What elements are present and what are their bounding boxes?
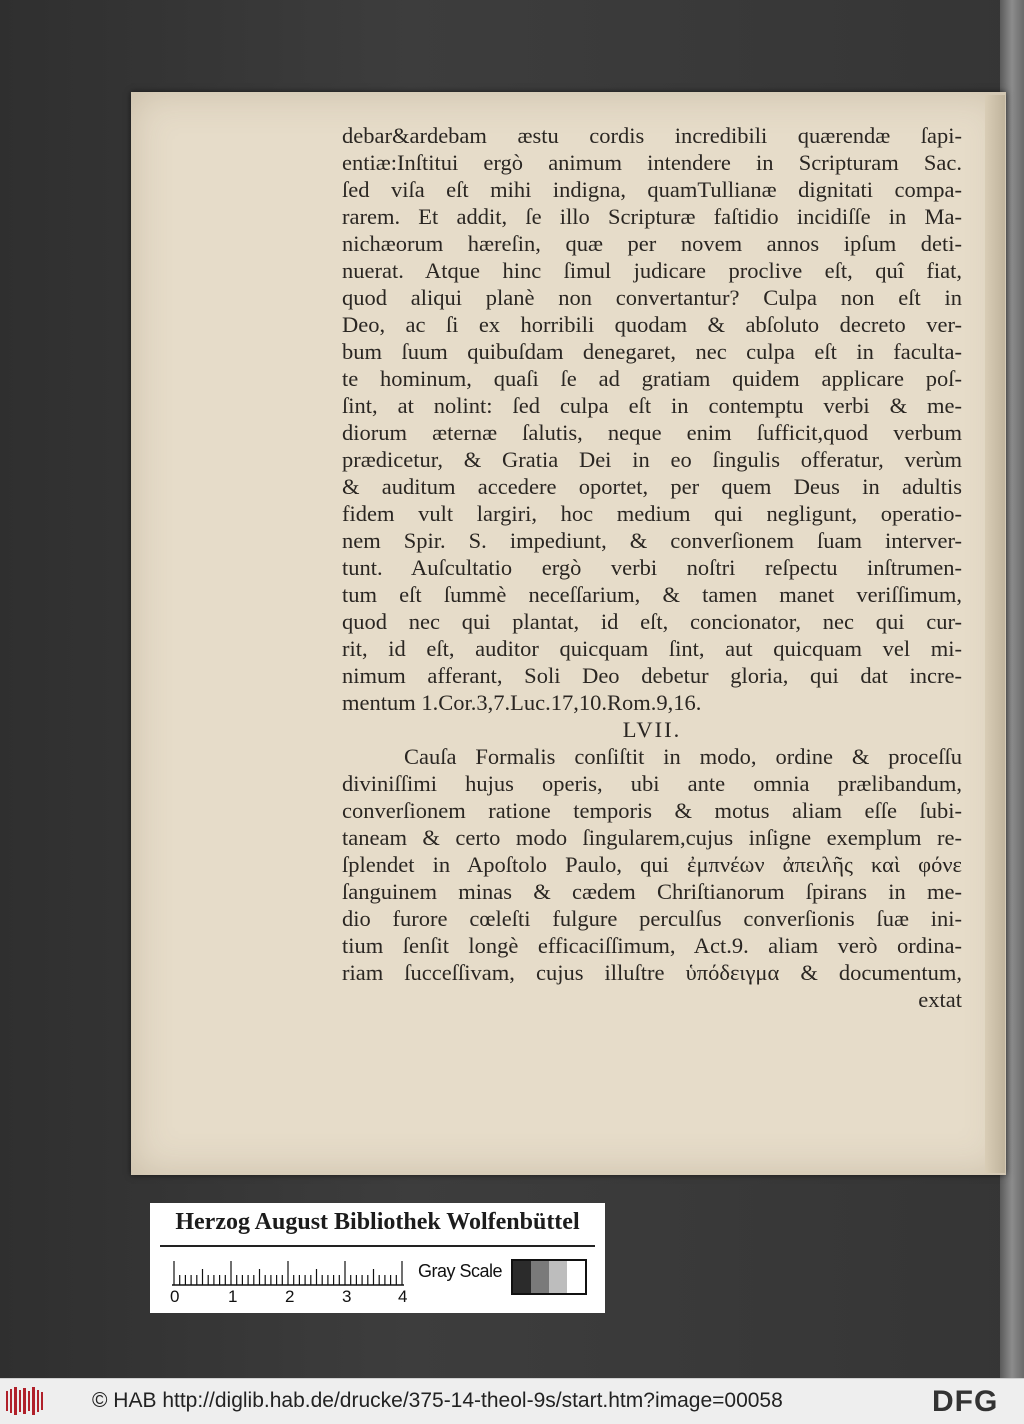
text-line: ſed viſa eſt mihi indigna, quamTullianæ dignitati compa- [342, 177, 962, 202]
ruler-number: 0 [170, 1287, 180, 1306]
swatch [549, 1261, 567, 1293]
ruler-number: 3 [342, 1287, 352, 1306]
text-line: quod nec qui plantat, id eſt, concionator, nec qui cur- [342, 609, 962, 634]
text-line: nimum afferant, Soli Deo debetur gloria, qui dat incre- [342, 663, 962, 688]
text-line: prædicetur, & Gratia Dei in eo ſingulis offeratur, verùm [342, 447, 962, 472]
catchword: extat [918, 987, 962, 1012]
text-line: nuerat. Atque hinc ſimul judicare proclive eſt, quî fiat, [342, 258, 962, 283]
text-line: diorum æternæ ſalutis, neque enim ſufficit,quod verbum [342, 420, 962, 445]
ruler-number: 1 [228, 1287, 238, 1306]
section-heading: LVII. [622, 717, 682, 742]
text-line: ſplendet in Apoſtolo Paulo, qui ἐμπνέων ἀπειλῆς καὶ φόνε [342, 852, 962, 877]
text-line: Deo, ac ſi ex horribili quodam & abſoluto decreto ver- [342, 312, 962, 337]
library-name: Herzog August Bibliothek Wolfenbüttel [175, 1209, 580, 1235]
ruler-icon [172, 1258, 412, 1286]
ruler-number: 4 [398, 1287, 408, 1306]
text-line: te hominum, quaſi ſe ad gratiam quidem applicare poſ- [342, 366, 962, 391]
ruler-number: 2 [285, 1287, 295, 1306]
page-text-block [342, 122, 962, 1013]
text-line: diviniſſimi hujus operis, ubi ante omnia prælibandum, [342, 771, 962, 796]
text-line: tum eſt ſummè neceſſarium, & tamen manet veriſſimum, [342, 582, 962, 607]
text-line: bum ſuum quibuſdam denegaret, nec culpa eſt in faculta- [342, 339, 962, 364]
text-line: nichæorum hæreſin, quæ per novem annos ipſum deti- [342, 231, 962, 256]
text-line: tunt. Auſcultatio ergò verbi noſtri reſpectu inſtrumen- [342, 555, 962, 580]
text-line: rarem. Et addit, ſe illo Scripturæ faſtidio incidiſſe in Ma- [342, 204, 962, 229]
source-link[interactable]: © HAB http://diglib.hab.de/drucke/375-14-theol-9s/start.htm?image=00058 [92, 1389, 783, 1412]
text-line: debar&ardebam æstu cordis incredibili quærendæ ſapi- [342, 123, 962, 148]
divider [160, 1245, 595, 1247]
text-line: dio furore cœleſti fulgure perculſus converſionis ſuæ ini- [342, 906, 962, 931]
gray-scale-label: Gray Scale [418, 1261, 503, 1281]
text-line: & auditum accedere oportet, per quem Deus in adultis [342, 474, 962, 499]
text-line: riam ſucceſſivam, cujus illuſtre ὑπόδειγμα & documentum, [342, 960, 962, 985]
text-line: ſint, at nolint: ſed culpa eſt in contemptu verbi & me- [342, 393, 962, 418]
text-line: rit, id eſt, auditor quicquam ſint, aut quicquam vel mi- [342, 636, 962, 661]
text-line: fidem vult largiri, hoc medium qui negligunt, operatio- [342, 501, 962, 526]
gray-scale-swatches [511, 1259, 587, 1295]
text-line: Cauſa Formalis conſiſtit in modo, ordine & proceſſu [404, 744, 962, 769]
swatch [567, 1261, 585, 1293]
text-line: nem Spir. S. impediunt, & converſionem ſuam interver- [342, 528, 962, 553]
swatch [513, 1261, 531, 1293]
text-line: tium ſenſit longè efficaciſſimum, Act.9. aliam verò ordina- [342, 933, 962, 958]
text-line: ſanguinem minas & cædem Chriſtianorum ſpirans in me- [342, 879, 962, 904]
text-line: taneam & certo modo ſingularem,cujus inſigne exemplum re- [342, 825, 962, 850]
dfg-logo: DFG [932, 1385, 999, 1418]
text-line: converſionem ratione temporis & motus aliam eſſe ſubi- [342, 798, 962, 823]
page-gutter [985, 95, 1005, 1173]
swatch [531, 1261, 549, 1293]
color-scale-card [150, 1203, 605, 1313]
text-line: mentum 1.Cor.3,7.Luc.17,10.Rom.9,16. [342, 690, 702, 715]
footer-bar [0, 1378, 1024, 1424]
hab-barcode-icon [6, 1387, 46, 1415]
text-line: entiæ:Inſtitui ergò animum intendere in Scripturam Sac. [342, 150, 962, 175]
text-line: quod aliqui planè non convertantur? Culpa non eſt in [342, 285, 962, 310]
